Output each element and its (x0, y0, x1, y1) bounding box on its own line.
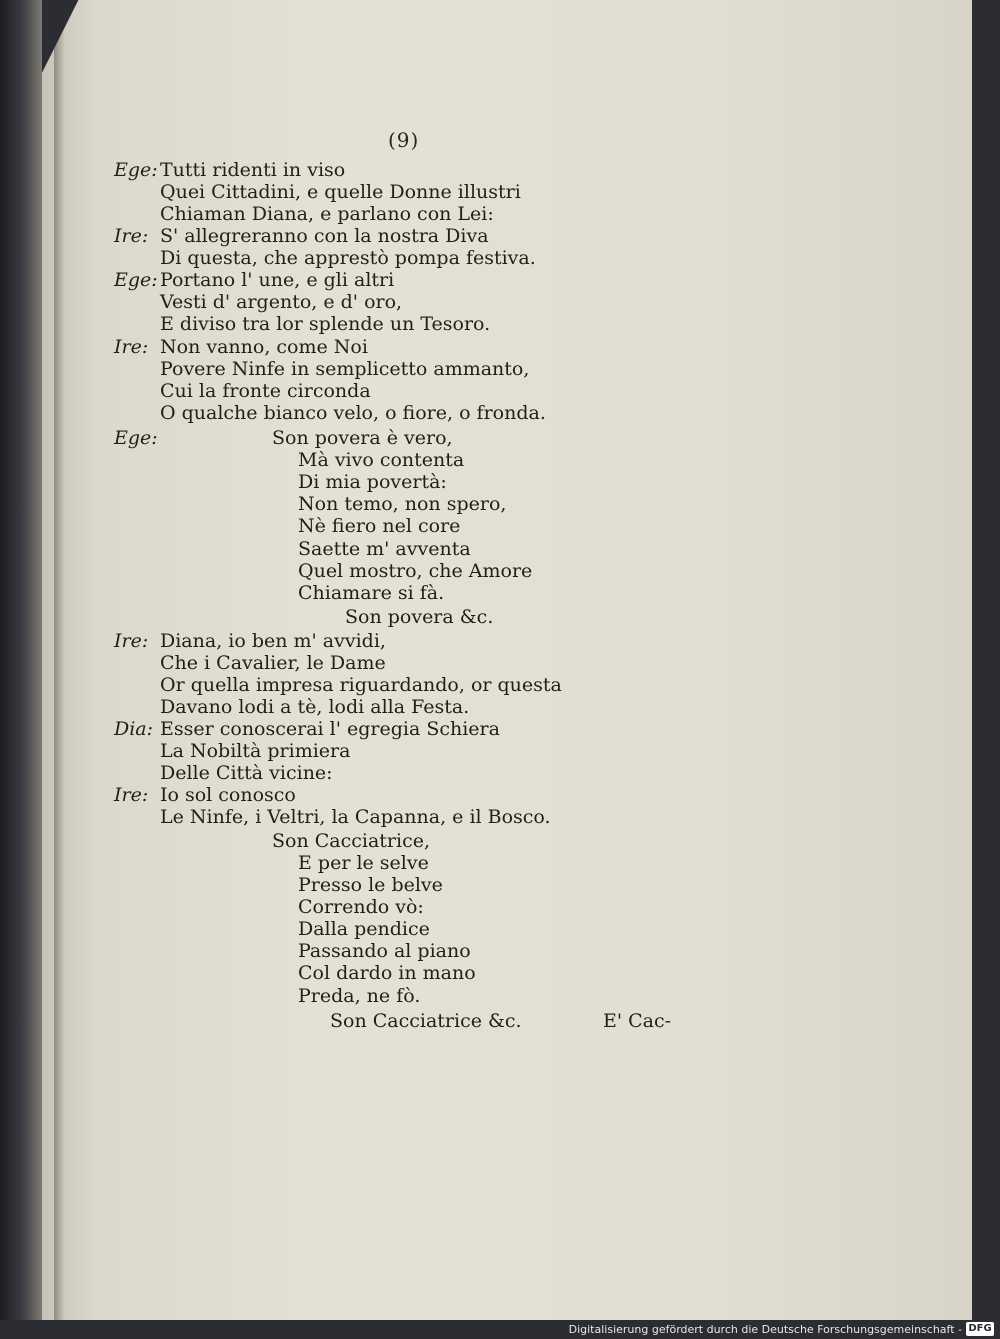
verse-line: Delle Città vicine: (160, 762, 333, 784)
aria-line: Son povera è vero, (272, 427, 453, 449)
speaker-label: Ire: (114, 784, 149, 806)
aria-line: Nè fiero nel core (298, 515, 461, 537)
speaker-label: Ire: (114, 336, 149, 358)
verse-line: Tutti ridenti in viso (160, 159, 346, 181)
verse-line: Povere Ninfe in semplicetto ammanto, (160, 358, 530, 380)
funding-credit: Digitalisierung gefördert durch die Deutsche Forschungsgemeinschaft - (568, 1323, 962, 1336)
aria-line: Chiamare si fà. (298, 582, 445, 604)
verse-line: Or quella impresa riguardando, or questa (160, 674, 562, 696)
aria-line: Saette m' avventa (298, 538, 471, 560)
aria-line: Dalla pendice (298, 918, 430, 940)
aria-line: Presso le belve (298, 874, 443, 896)
digitization-footer (0, 1320, 1000, 1339)
aria-refrain: Son Cacciatrice &c. (330, 1010, 522, 1032)
aria-line: E per le selve (298, 852, 429, 874)
verse-line: Chiaman Diana, e parlano con Lei: (160, 203, 494, 225)
verse-line: Davano lodi a tè, lodi alla Festa. (160, 696, 470, 718)
aria-line: Col dardo in mano (298, 962, 476, 984)
verse-line: E diviso tra lor splende un Tesoro. (160, 313, 491, 335)
verse-line: Non vanno, come Noi (160, 336, 368, 358)
verse-line: Che i Cavalier, le Dame (160, 652, 386, 674)
verse-line: Io sol conosco (160, 784, 296, 806)
speaker-label: Dia: (114, 718, 154, 740)
verse-line: Le Ninfe, i Veltri, la Capanna, e il Bosco. (160, 806, 551, 828)
verse-line: Portano l' une, e gli altri (160, 269, 395, 291)
aria-line: Di mia povertà: (298, 471, 447, 493)
aria-refrain: Son povera &c. (345, 606, 494, 628)
aria-line: Passando al piano (298, 940, 471, 962)
speaker-label: Ege: (114, 159, 158, 181)
aria-line: Mà vivo contenta (298, 449, 465, 471)
speaker-label: Ege: (114, 269, 158, 291)
speaker-label: Ege: (114, 427, 158, 449)
aria-line: Correndo vò: (298, 896, 424, 918)
verse-line: La Nobiltà primiera (160, 740, 351, 762)
speaker-label: Ire: (114, 630, 149, 652)
aria-line: Son Cacciatrice, (272, 830, 431, 852)
speaker-label: Ire: (114, 225, 149, 247)
aria-line: Non temo, non spero, (298, 493, 507, 515)
verse-line: O qualche bianco velo, o fiore, o fronda. (160, 402, 546, 424)
dfg-logo: DFG (966, 1322, 994, 1336)
aria-line: Quel mostro, che Amore (298, 560, 533, 582)
verse-line: Quei Cittadini, e quelle Donne illustri (160, 181, 521, 203)
page-number: (9) (388, 128, 420, 152)
verse-line: Di questa, che apprestò pompa festiva. (160, 247, 536, 269)
verse-line: Diana, io ben m' avvidi, (160, 630, 386, 652)
aria-line: Preda, ne fò. (298, 985, 421, 1007)
catchword: E' Cac- (603, 1010, 672, 1032)
verse-line: S' allegreranno con la nostra Diva (160, 225, 489, 247)
verse-line: Esser conoscerai l' egregia Schiera (160, 718, 500, 740)
verse-line: Vesti d' argento, e d' oro, (160, 291, 403, 313)
verse-line: Cui la fronte circonda (160, 380, 371, 402)
